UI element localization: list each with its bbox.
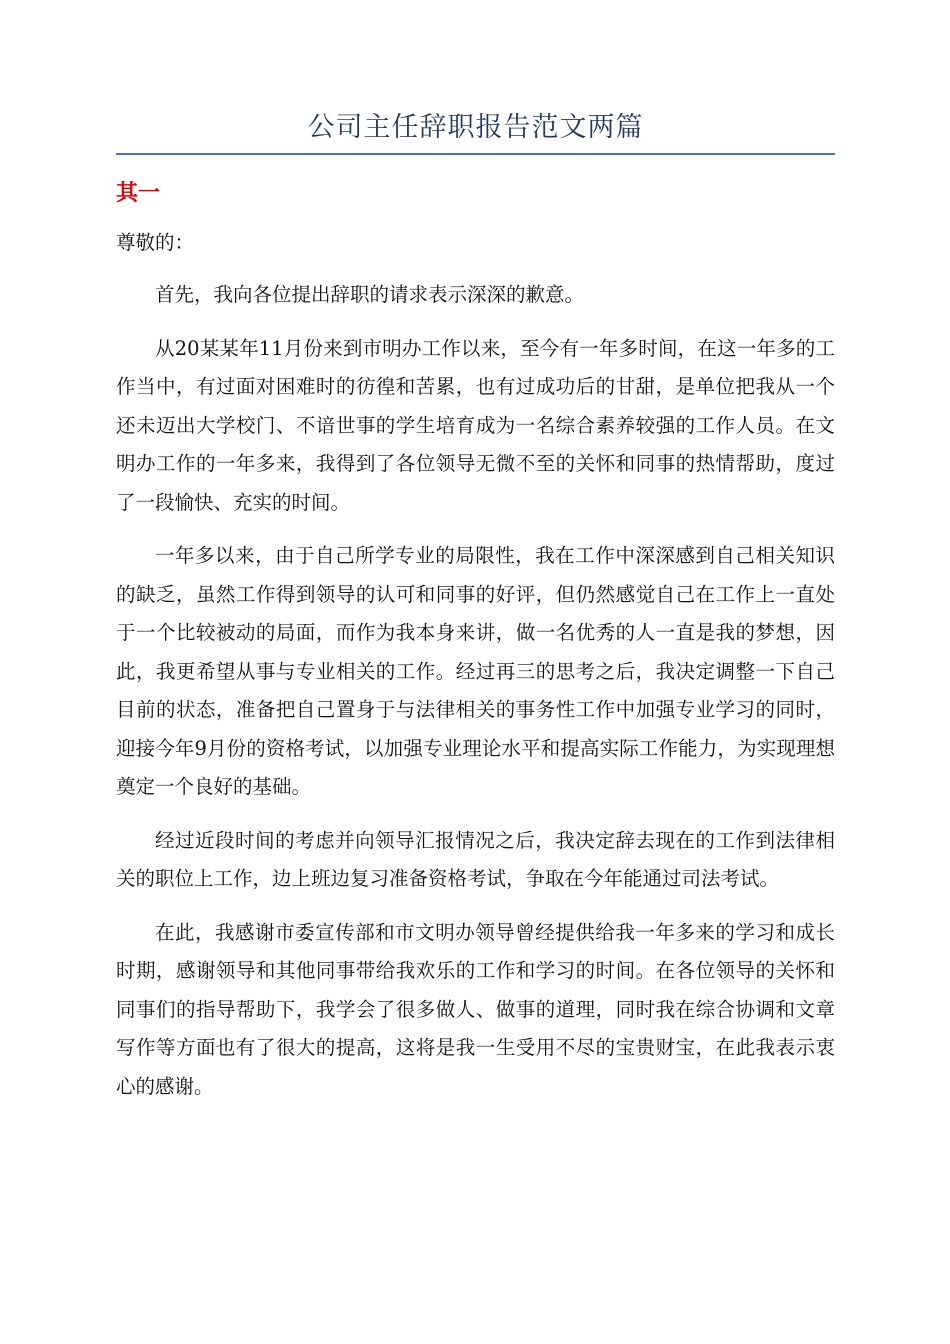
- paragraph-apology: 首先，我向各位提出辞职的请求表示深深的歉意。: [155, 283, 585, 306]
- letter-body: [116, 276, 835, 1121]
- section-heading: 其一: [116, 181, 161, 206]
- paragraph-thanks: 在此，我感谢市委宣传部和市文明办领导曾经提供给我一年多来的学习和成长时期，感谢领导和其他同事带给我欢乐的工作和学习的时间。在各位领导的关怀和同事们的指导帮助下，我学会了很多做人、做事的道理，同时我在综合协调和文章写作等方面也有了很大的提高，这将是我一生受用不尽的宝贵财宝，在此我表示衷心的感谢。: [116, 920, 835, 1098]
- paragraph-work-history: 从20某某年11月份来到市明办工作以来，至今有一年多时间，在这一年多的工作当中，有过面对困难时的彷徨和苦累，也有过成功后的甘甜，是单位把我从一个还未迈出大学校门、不谙世事的学生培育成为一名综合素养较强的工作人员。在文明办工作的一年多来，我得到了各位领导无微不至的关怀和同事的热情帮助，度过了一段愉快、充实的时间。: [116, 336, 835, 514]
- title-underline-rule: [116, 153, 835, 155]
- salutation: 尊敬的：: [116, 231, 195, 254]
- paragraph-decision: 经过近段时间的考虑并向领导汇报情况之后，我决定辞去现在的工作到法律相关的职位上工作，边上班边复习准备资格考试，争取在今年能通过司法考试。: [116, 828, 835, 890]
- paragraph-reason: 一年多以来，由于自己所学专业的局限性，我在工作中深深感到自己相关知识的缺乏，虽然工作得到领导的认可和同事的好评，但仍然感觉自己在工作上一直处于一个比较被动的局面，而作为我本身来讲，做一名优秀的人一直是我的梦想，因此，我更希望从事与专业相关的工作。经过再三的思考之后，我决定调整一下自己目前的状态，准备把自己置身于与法律相关的事务性工作中加强专业学习的同时，迎接今年9月份的资格考试，以加强专业理论水平和提高实际工作能力，为实现理想奠定一个良好的基础。: [116, 544, 835, 798]
- document-title: 公司主任辞职报告范文两篇: [307, 112, 644, 143]
